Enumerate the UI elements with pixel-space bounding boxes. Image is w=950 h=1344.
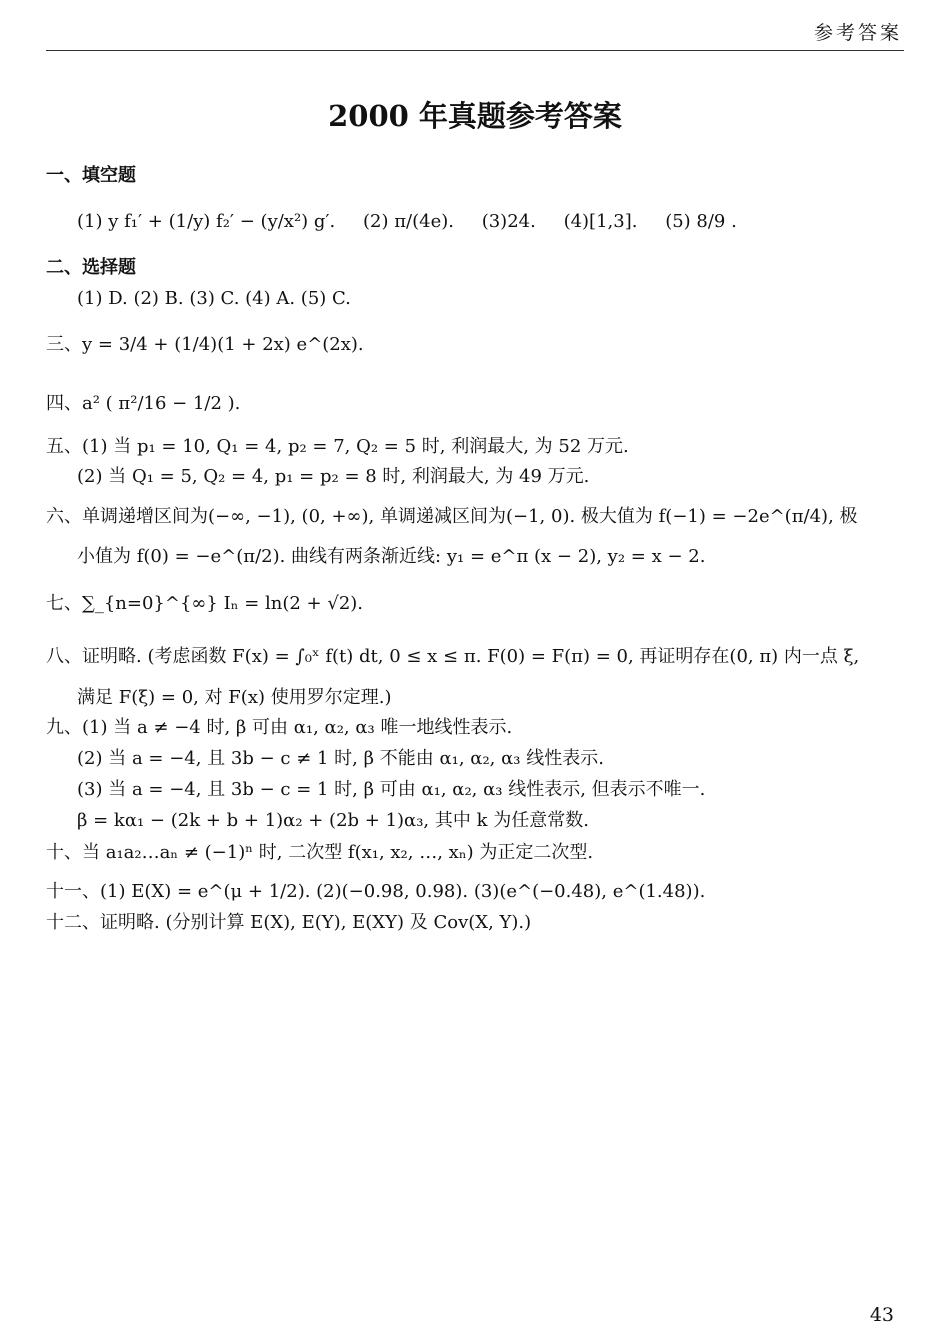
section-4: 四、a² ( π²/16 − 1/2 ). [46, 393, 241, 414]
section-1-answers [77, 210, 737, 234]
page-title: 2000 年真题参考答案 [328, 99, 622, 133]
section-3: 三、y = 3/4 + (1/4)(1 + 2x) e^(2x). [46, 334, 364, 355]
section-5-line-1: 五、(1) 当 p₁ = 10, Q₁ = 4, p₂ = 7, Q₂ = 5 时, 利润最大, 为 52 万元. [46, 436, 629, 457]
answer-1-2: (2) π/(4e). [362, 211, 454, 232]
section-8-line-2: 满足 F(ξ) = 0, 对 F(x) 使用罗尔定理.) [77, 687, 392, 708]
section-2-answers: (1) D. (2) B. (3) C. (4) A. (5) C. [77, 288, 351, 309]
answer-1-3: (3)24. [481, 211, 536, 232]
section-1-heading: 一、填空题 [46, 165, 136, 186]
section-11: 十一、(1) E(X) = e^(μ + 1/2). (2)(−0.98, 0.98). (3)(e^(−0.48), e^(1.48)). [46, 881, 706, 902]
section-6-line-1: 六、单调递增区间为(−∞, −1), (0, +∞), 单调递减区间为(−1, 0). 极大值为 f(−1) = −2e^(π/4), 极 [46, 506, 858, 527]
header-label: 参考答案 [813, 22, 902, 44]
section-9-line-1: 九、(1) 当 a ≠ −4 时, β 可由 α₁, α₂, α₃ 唯一地线性表示. [46, 717, 513, 738]
answer-1-1: (1) y f₁′ + (1/y) f₂′ − (y/x²) g′. [77, 211, 336, 232]
answer-1-4: (4)[1,3]. [563, 211, 638, 232]
answer-1-5: (5) 8/9 . [665, 211, 737, 232]
section-2-heading: 二、选择题 [46, 257, 136, 278]
section-9-line-2: (2) 当 a = −4, 且 3b − c ≠ 1 时, β 不能由 α₁, α₂, α₃ 线性表示. [77, 748, 604, 769]
page-header [46, 14, 904, 51]
section-10: 十、当 a₁a₂…aₙ ≠ (−1)ⁿ 时, 二次型 f(x₁, x₂, …, xₙ) 为正定二次型. [46, 842, 594, 863]
section-6-line-2: 小值为 f(0) = −e^(π/2). 曲线有两条渐近线: y₁ = e^π (x − 2), y₂ = x − 2. [77, 546, 706, 567]
section-5-line-2: (2) 当 Q₁ = 5, Q₂ = 4, p₁ = p₂ = 8 时, 利润最大, 为 49 万元. [77, 466, 590, 487]
section-7: 七、∑_{n=0}^{∞} Iₙ = ln(2 + √2). [46, 593, 364, 614]
section-9-line-3: (3) 当 a = −4, 且 3b − c = 1 时, β 可由 α₁, α₂, α₃ 线性表示, 但表示不唯一. [77, 779, 706, 800]
page-number: 43 [869, 1304, 894, 1326]
section-9-line-4: β = kα₁ − (2k + b + 1)α₂ + (2b + 1)α₃, 其中 k 为任意常数. [77, 810, 589, 831]
section-8-line-1: 八、证明略. (考虑函数 F(x) = ∫₀ˣ f(t) dt, 0 ≤ x ≤ π. F(0) = F(π) = 0, 再证明存在(0, π) 内一点 ξ, [46, 646, 860, 667]
section-12: 十二、证明略. (分别计算 E(X), E(Y), E(XY) 及 Cov(X, Y).) [46, 912, 532, 933]
